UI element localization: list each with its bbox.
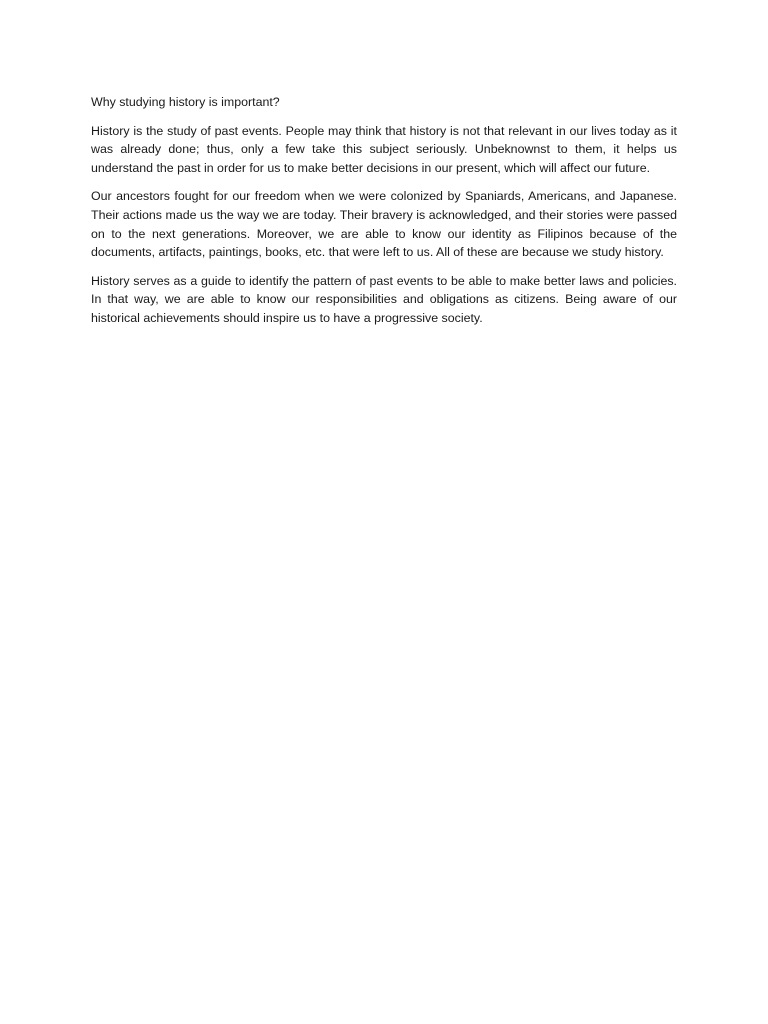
paragraph-3: History serves as a guide to identify the pattern of past events to be able to make better laws and policies. In that way, we are able to know our responsibilities and obligations as citizens. Being aware of our historical achievements should inspire us to have a progressive society.: [91, 273, 677, 325]
paragraph-2: Our ancestors fought for our freedom when we were colonized by Spaniards, Americans, and Japanese. Their actions made us the way we are today. Their bravery is acknowledged, and their stories were passed on to the next generations. Moreover, we are able to know our identity as Filipinos because of the documents, artifacts, paintings, books, etc. that were left to us. All of these are because we study history.: [91, 189, 677, 260]
document-heading: Why studying history is important?: [91, 95, 280, 109]
document-body: [91, 93, 677, 338]
paragraph-1: History is the study of past events. People may think that history is not that relevant in our lives today as it was already done; thus, only a few take this subject seriously. Unbeknownst to them, it helps us understand the past in order for us to make better decisions in our present, which will affect our future.: [91, 123, 677, 175]
